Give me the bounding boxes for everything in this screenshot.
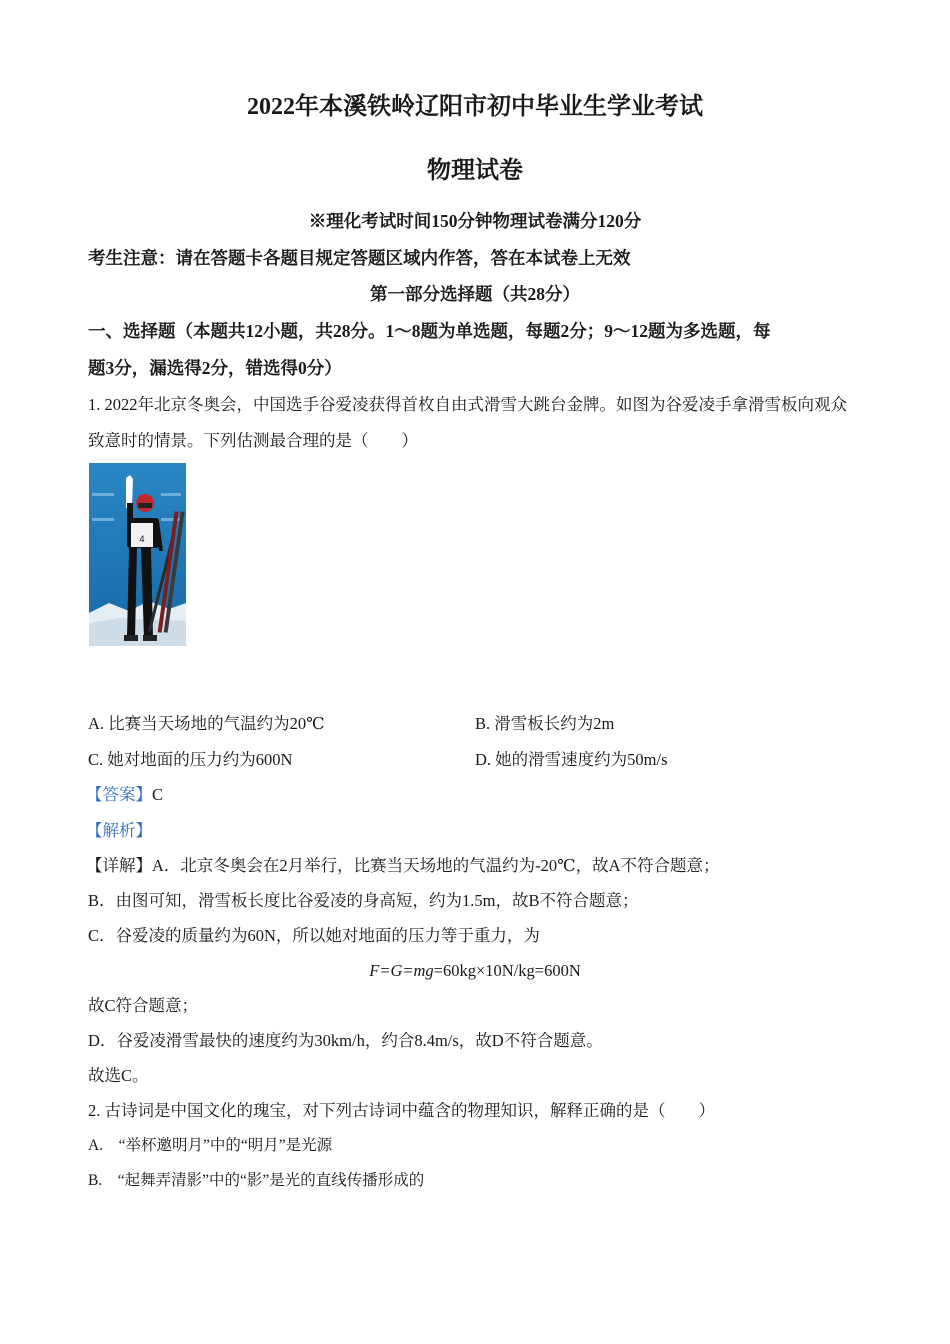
- detail-a-line: [86, 855, 720, 877]
- conclusion: 故选C。: [88, 1066, 149, 1085]
- section-heading-line1: 一、选择题（本题共12小题，共28分。1～8题为单选题，每题2分；9～12题为多选题，每: [88, 321, 771, 341]
- svg-text:4: 4: [139, 534, 145, 544]
- detail-b: B．由图可知，滑雪板长度比谷爱凌的身高短，约为1.5m，故B不符合题意；: [88, 891, 639, 910]
- formula-italic: F=G=mg: [369, 961, 434, 980]
- option-b: B. 滑雪板长约为2m: [475, 714, 615, 733]
- section-heading-line2: 题3分，漏选得2分，错选得0分）: [88, 358, 342, 378]
- detail-tag: 【详解】: [86, 856, 152, 875]
- q1-stem-line2: 致意时的情景。下列估测最合理的是（ ）: [88, 431, 418, 450]
- answer-line: [86, 784, 163, 806]
- q1-stem-line1: 1. 2022年北京冬奥会，中国选手谷爱凌获得首枚自由式滑雪大跳台金牌。如图为谷爱凌手拿滑雪板向观众: [88, 395, 847, 414]
- exam-notice: 考生注意：请在答题卡各题目规定答题区域内作答，答在本试卷上无效: [88, 248, 631, 268]
- option-a: A. 比赛当天场地的气温约为20℃: [88, 714, 325, 733]
- answer-value: C: [152, 785, 164, 804]
- exam-subtitle: 物理试卷: [427, 158, 523, 184]
- q2-option-a: A. “举杯邀明月”中的“明月”是光源: [88, 1137, 333, 1154]
- detail-c-end: 故C符合题意；: [88, 996, 199, 1015]
- part-title: 第一部分选择题（共28分）: [370, 284, 580, 304]
- formula-rest: =60kg×10N/kg=600N: [433, 961, 581, 980]
- answer-tag: 【答案】: [86, 785, 152, 804]
- skier-illustration: [89, 463, 186, 646]
- detail-c: C．谷爱凌的质量约为60N，所以她对地面的压力等于重力，为: [88, 926, 540, 945]
- option-c: C. 她对地面的压力约为600N: [88, 750, 293, 769]
- exam-title: 2022年本溪铁岭辽阳市初中毕业生学业考试: [247, 94, 703, 120]
- option-d: D. 她的滑雪速度约为50m/s: [475, 750, 668, 769]
- detail-d: D．谷爱凌滑雪最快的速度约为30km/h，约合8.4m/s，故D不符合题意。: [88, 1031, 603, 1050]
- q2-option-b: B. “起舞弄清影”中的“影”是光的直线传播形成的: [88, 1172, 425, 1189]
- analysis-tag: 【解析】: [86, 821, 152, 840]
- q2-stem: 2. 古诗词是中国文化的瑰宝，对下列古诗词中蕴含的物理知识，解释正确的是（ ）: [88, 1101, 715, 1120]
- skier-photo: [89, 463, 186, 646]
- formula: [0, 960, 950, 982]
- detail-a: A．北京冬奥会在2月举行，比赛当天场地的气温约为-20℃，故A不符合题意；: [152, 856, 720, 875]
- exam-info: ※理化考试时间150分钟物理试卷满分120分: [308, 211, 642, 231]
